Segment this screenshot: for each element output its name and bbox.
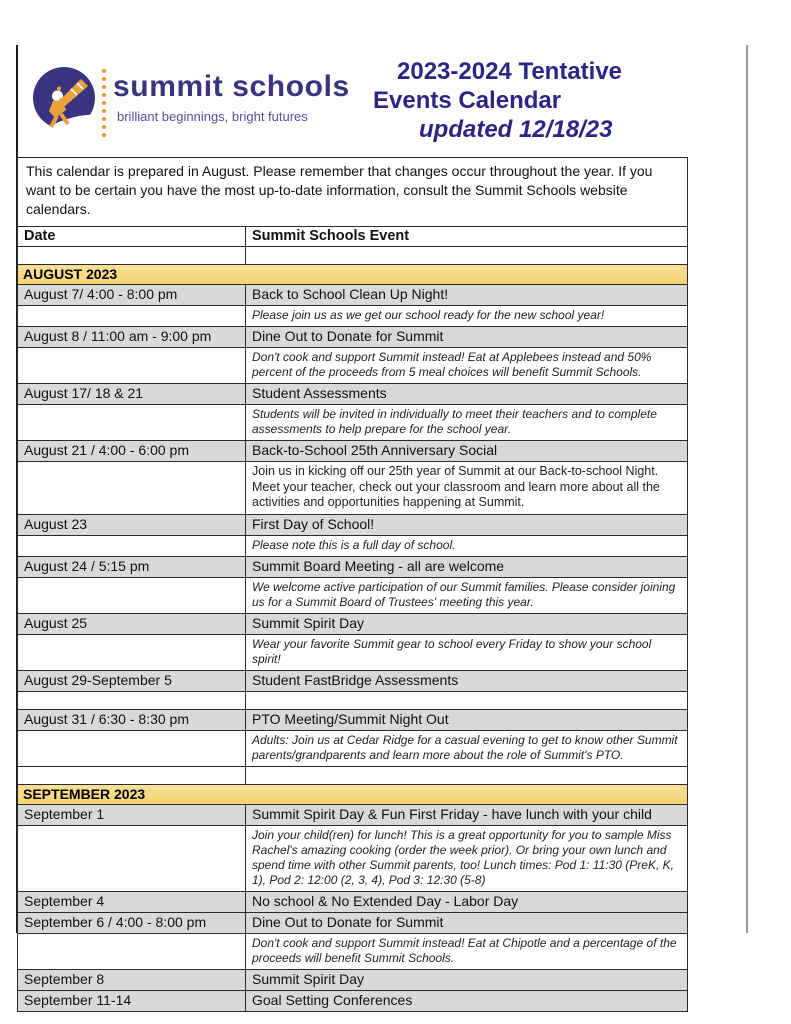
event-date: September 8 (18, 969, 246, 990)
event-name: Back-to-School 25th Anniversary Social (246, 441, 688, 462)
description-date-spacer (18, 306, 246, 327)
event-row (18, 912, 688, 933)
description-date-spacer (18, 730, 246, 766)
events-table (17, 157, 688, 1012)
event-description: Join us in kicking off our 25th year of Summit at our Back-to-school Night. Meet your teacher, check out your classroom and learn more about all the activities and opportunities happening at Summit. (246, 462, 688, 515)
description-date-spacer (18, 634, 246, 670)
document-title (373, 57, 622, 144)
description-date-spacer (18, 825, 246, 891)
event-date: August 17/ 18 & 21 (18, 384, 246, 405)
description-date-spacer (18, 462, 246, 515)
description-row (18, 306, 688, 327)
event-name: PTO Meeting/Summit Night Out (246, 709, 688, 730)
event-description: Please join us as we get our school ready for the new school year! (246, 306, 688, 327)
event-date: August 21 / 4:00 - 6:00 pm (18, 441, 246, 462)
event-date: August 25 (18, 613, 246, 634)
title-line-1: 2023-2024 Tentative (397, 58, 623, 85)
stargazer-logo-icon (32, 66, 98, 136)
event-date: August 7/ 4:00 - 8:00 pm (18, 285, 246, 306)
right-margin-rule (746, 45, 748, 933)
description-row (18, 825, 688, 891)
section-header-row (18, 265, 688, 285)
logo-tagline: brilliant beginnings, bright futures (117, 109, 308, 124)
event-date: September 11-14 (18, 990, 246, 1011)
event-date: August 31 / 6:30 - 8:30 pm (18, 709, 246, 730)
intro-row (18, 158, 688, 227)
event-description: Students will be invited in individually to meet their teachers and to complete assessments to help prepare for the school year. (246, 405, 688, 441)
description-row (18, 462, 688, 515)
event-row (18, 613, 688, 634)
event-row (18, 804, 688, 825)
description-row (18, 348, 688, 384)
description-date-spacer (18, 933, 246, 969)
event-date: August 8 / 11:00 am - 9:00 pm (18, 327, 246, 348)
section-header-row (18, 784, 688, 804)
event-date: August 24 / 5:15 pm (18, 556, 246, 577)
description-date-spacer (18, 577, 246, 613)
event-name: Student FastBridge Assessments (246, 670, 688, 691)
event-name: Summit Spirit Day & Fun First Friday - have lunch with your child (246, 804, 688, 825)
event-row (18, 670, 688, 691)
event-description: Adults: Join us at Cedar Ridge for a casual evening to get to know other Summit parents/grandparents and learn more about the role of Summit's PTO. (246, 730, 688, 766)
event-name: No school & No Extended Day - Labor Day (246, 891, 688, 912)
description-row (18, 730, 688, 766)
date-column-header: Date (18, 227, 246, 247)
event-row (18, 969, 688, 990)
event-row (18, 327, 688, 348)
empty-cell (18, 766, 246, 784)
column-header-row (18, 227, 688, 247)
description-date-spacer (18, 405, 246, 441)
logo-dotted-divider (101, 68, 107, 140)
title-updated-date: updated 12/18/23 (419, 116, 613, 143)
title-line-2: Events Calendar (373, 87, 562, 114)
event-description: We welcome active participation of our Summit families. Please consider joining us for a Summit Board of Trustees' meeting this year. (246, 577, 688, 613)
event-row (18, 441, 688, 462)
empty-row (18, 766, 688, 784)
description-row (18, 577, 688, 613)
event-name: Summit Spirit Day (246, 969, 688, 990)
event-column-header: Summit Schools Event (246, 227, 688, 247)
description-date-spacer (18, 535, 246, 556)
empty-row (18, 691, 688, 709)
intro-text: This calendar is prepared in August. Please remember that changes occur throughout the year. If you want to be certain you have the most up-to-date information, consult the Summit Schools website calendars. (18, 158, 688, 227)
empty-cell (18, 691, 246, 709)
empty-row (18, 247, 688, 265)
event-date: September 1 (18, 804, 246, 825)
event-name: Goal Setting Conferences (246, 990, 688, 1011)
empty-cell (18, 247, 246, 265)
event-description: Join your child(ren) for lunch! This is a great opportunity for you to sample Miss Rachel's amazing cooking (order the week prior). Or bring your own lunch and spend time with other Summit parents, too! Lunch times: Pod 1: 11:30 (PreK, K, 1), Pod 2: 12:00 (2, 3, 4), Pod 3: 12:30 (5-8) (246, 825, 688, 891)
event-description: Please note this is a full day of school. (246, 535, 688, 556)
event-name: Dine Out to Donate for Summit (246, 912, 688, 933)
event-row (18, 514, 688, 535)
event-row (18, 556, 688, 577)
description-row (18, 634, 688, 670)
event-name: Dine Out to Donate for Summit (246, 327, 688, 348)
empty-cell (246, 766, 688, 784)
empty-cell (246, 691, 688, 709)
section-title: SEPTEMBER 2023 (18, 784, 688, 804)
event-name: Summit Spirit Day (246, 613, 688, 634)
empty-cell (246, 247, 688, 265)
description-row (18, 933, 688, 969)
event-row (18, 709, 688, 730)
description-row (18, 405, 688, 441)
event-name: First Day of School! (246, 514, 688, 535)
event-row (18, 990, 688, 1011)
description-row (18, 535, 688, 556)
event-description: Don't cook and support Summit instead! Eat at Applebees instead and 50% percent of the proceeds from 5 meal choices will benefit Summit Schools. (246, 348, 688, 384)
event-row (18, 285, 688, 306)
event-date: September 4 (18, 891, 246, 912)
event-date: August 29-September 5 (18, 670, 246, 691)
event-row (18, 384, 688, 405)
description-date-spacer (18, 348, 246, 384)
event-name: Student Assessments (246, 384, 688, 405)
event-date: August 23 (18, 514, 246, 535)
section-title: AUGUST 2023 (18, 265, 688, 285)
event-description: Wear your favorite Summit gear to school every Friday to show your school spirit! (246, 634, 688, 670)
event-name: Back to School Clean Up Night! (246, 285, 688, 306)
logo-wordmark: summit schools (113, 70, 350, 103)
event-description: Don't cook and support Summit instead! Eat at Chipotle and a percentage of the proceeds will benefit Summit Schools. (246, 933, 688, 969)
event-date: September 6 / 4:00 - 8:00 pm (18, 912, 246, 933)
event-name: Summit Board Meeting - all are welcome (246, 556, 688, 577)
event-row (18, 891, 688, 912)
